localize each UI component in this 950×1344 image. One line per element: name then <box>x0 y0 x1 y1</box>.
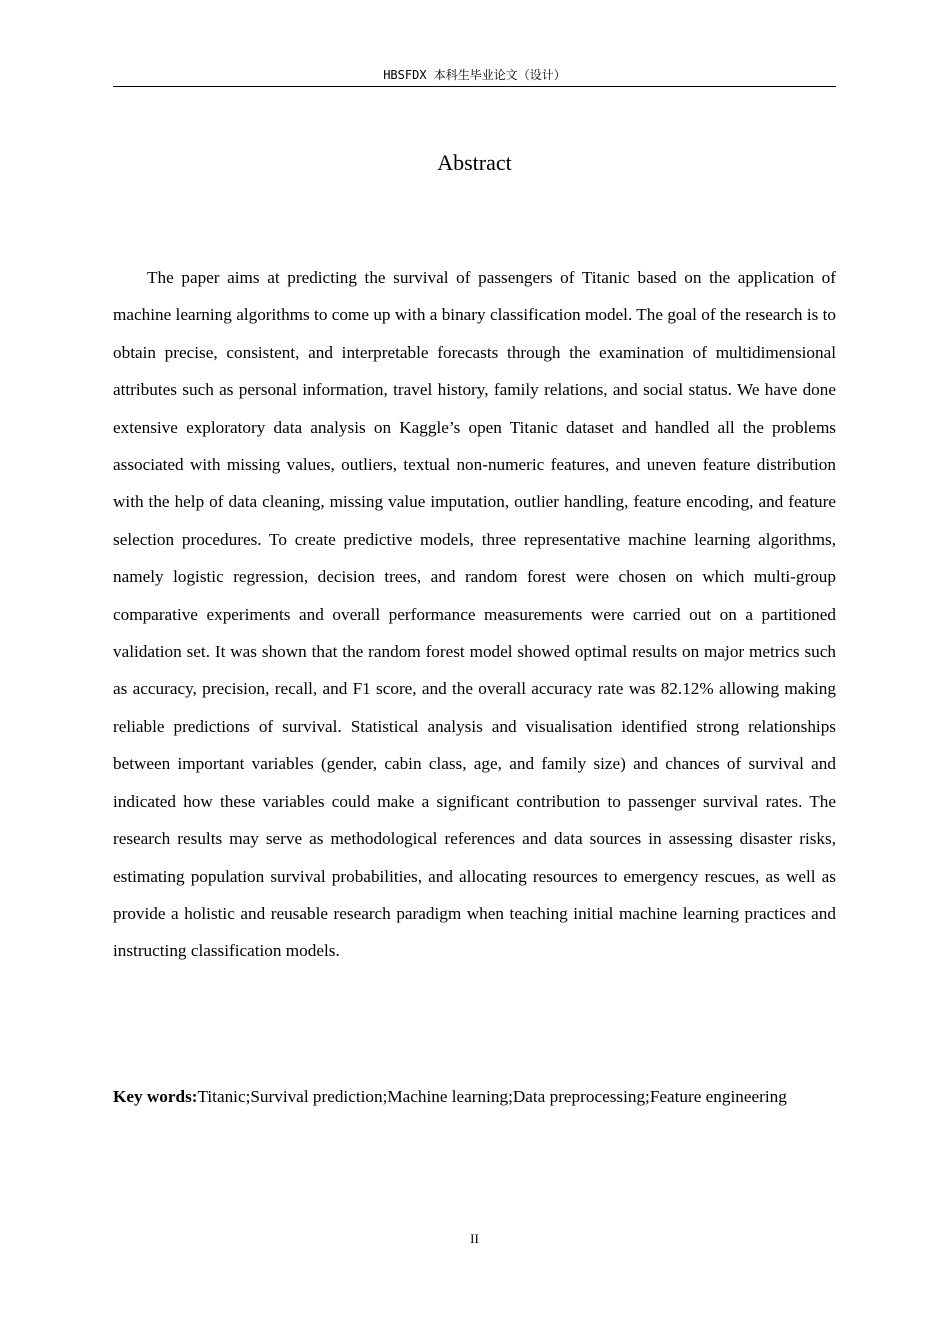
keywords-paragraph <box>113 1078 836 1115</box>
keywords-label: Key words: <box>113 1087 198 1106</box>
page-number: II <box>470 1231 479 1246</box>
keywords-text: Titanic;Survival prediction;Machine learning;Data preprocessing;Feature engineering <box>197 1087 787 1106</box>
page-title: Abstract <box>437 150 512 175</box>
page-header <box>113 66 836 87</box>
header-text: HBSFDX 本科生毕业论文（设计） <box>383 68 566 82</box>
abstract-body: The paper aims at predicting the survival of passengers of Titanic based on the application of machine learning algorithms to come up with a binary classification model. The goal of the research is to obtain precise, consistent, and interpretable forecasts through the examination of multidimensional attributes such as personal information, travel history, family relations, and social status. We have done extensive exploratory data analysis on Kaggle’s open Titanic dataset and handled all the problems associated with missing values, outliers, textual non-numeric features, and uneven feature distribution with the help of data cleaning, missing value imputation, outlier handling, feature encoding, and feature selection procedures. To create predictive models, three representative machine learning algorithms, namely logistic regression, decision trees, and random forest were chosen on which multi-group comparative experiments and overall performance measurements were carried out on a partitioned validation set. It was shown that the random forest model showed optimal results on major metrics such as accuracy, precision, recall, and F1 score, and the overall accuracy rate was 82.12% allowing making reliable predictions of survival. Statistical analysis and visualisation identified strong relationships between important variables (gender, cabin class, age, and family size) and chances of survival and indicated how these variables could make a significant contribution to passenger survival rates. The research results may serve as methodological references and data sources in assessing disaster risks, estimating population survival probabilities, and allocating resources to emergency rescues, as well as provide a holistic and reusable research paradigm when teaching initial machine learning practices and instructing classification models. <box>113 268 836 961</box>
